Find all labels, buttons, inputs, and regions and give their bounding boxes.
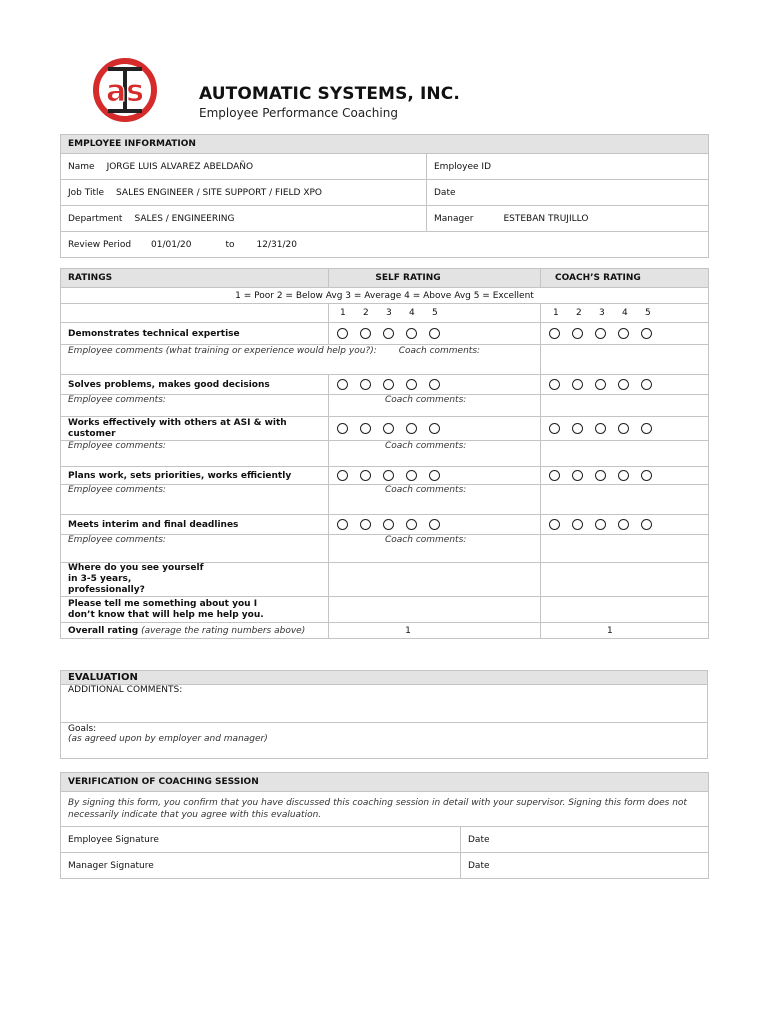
radio-option[interactable] xyxy=(618,470,629,481)
employee-comments-field[interactable]: Employee comments: xyxy=(61,485,329,515)
radio-option[interactable] xyxy=(406,423,417,434)
coach-scale-5: 5 xyxy=(645,308,651,318)
coach-rating-options[interactable] xyxy=(541,515,709,535)
radio-option[interactable] xyxy=(618,379,629,390)
ratings-title: RATINGS xyxy=(61,269,329,288)
radio-option[interactable] xyxy=(406,328,417,339)
radio-option[interactable] xyxy=(549,470,560,481)
company-logo-icon xyxy=(92,57,158,123)
overall-rating-label: Overall rating (average the rating numbers above) xyxy=(61,623,329,639)
coach-answer-about-you[interactable] xyxy=(541,597,709,623)
employee-info-title: EMPLOYEE INFORMATION xyxy=(61,135,709,154)
svg-text:as: as xyxy=(105,74,145,109)
radio-option[interactable] xyxy=(337,470,348,481)
overall-self-value[interactable]: 1 xyxy=(329,623,541,639)
coach-scale-1: 1 xyxy=(553,308,559,318)
coach-comments-field[interactable]: Coach comments: xyxy=(329,535,541,563)
self-rating-options[interactable] xyxy=(329,323,541,345)
radio-option[interactable] xyxy=(549,519,560,530)
radio-option[interactable] xyxy=(595,328,606,339)
radio-option[interactable] xyxy=(406,379,417,390)
coach-scale-2: 2 xyxy=(576,308,582,318)
radio-option[interactable] xyxy=(429,328,440,339)
coach-rating-options[interactable] xyxy=(541,467,709,485)
additional-comments-field[interactable]: ADDITIONAL COMMENTS: xyxy=(61,685,708,723)
radio-option[interactable] xyxy=(337,423,348,434)
self-rating-options[interactable] xyxy=(329,515,541,535)
form-subtitle: Employee Performance Coaching xyxy=(199,106,398,120)
coach-rating-options[interactable] xyxy=(541,417,709,441)
radio-option[interactable] xyxy=(572,519,583,530)
coach-rating-options[interactable] xyxy=(541,323,709,345)
name-field[interactable]: Name JORGE LUIS ALVAREZ ABELDAÑO xyxy=(61,154,427,180)
radio-option[interactable] xyxy=(429,379,440,390)
manager-signature-field[interactable]: Manager Signature xyxy=(61,853,461,879)
radio-option[interactable] xyxy=(595,519,606,530)
coach-answer-future[interactable] xyxy=(541,563,709,597)
employee-signature-field[interactable]: Employee Signature xyxy=(61,827,461,853)
coach-scale-4: 4 xyxy=(622,308,628,318)
radio-option[interactable] xyxy=(429,423,440,434)
review-period-field[interactable]: Review Period 01/01/20 to 12/31/20 xyxy=(61,232,709,258)
radio-option[interactable] xyxy=(572,423,583,434)
department-field[interactable]: Department SALES / ENGINEERING xyxy=(61,206,427,232)
employee-id-field[interactable]: Employee ID xyxy=(427,154,709,180)
radio-option[interactable] xyxy=(337,379,348,390)
verification-title: VERIFICATION OF COACHING SESSION xyxy=(61,773,709,792)
radio-option[interactable] xyxy=(572,379,583,390)
radio-option[interactable] xyxy=(406,470,417,481)
self-scale-4: 4 xyxy=(409,308,415,318)
radio-option[interactable] xyxy=(360,519,371,530)
coach-comments-field[interactable]: Coach comments: xyxy=(329,395,541,417)
employee-comments-field[interactable]: Employee comments: xyxy=(61,395,329,417)
radio-option[interactable] xyxy=(641,379,652,390)
radio-option[interactable] xyxy=(618,423,629,434)
question-about-you: Please tell me something about you I don’t know that will help me help you. xyxy=(61,597,329,623)
radio-option[interactable] xyxy=(618,328,629,339)
date-field[interactable]: Date xyxy=(427,180,709,206)
employee-signature-date-field[interactable]: Date xyxy=(461,827,709,853)
manager-field[interactable]: Manager ESTEBAN TRUJILLO xyxy=(427,206,709,232)
radio-option[interactable] xyxy=(549,328,560,339)
self-rating-title: SELF RATING xyxy=(329,269,541,288)
verification-disclaimer: By signing this form, you confirm that you have discussed this coaching session in detail with your supervisor. Signing this form does not necessarily indicate that you agree with this evaluation. xyxy=(61,792,709,827)
radio-option[interactable] xyxy=(641,423,652,434)
radio-option[interactable] xyxy=(383,519,394,530)
radio-option[interactable] xyxy=(383,379,394,390)
rating-item-label: Plans work, sets priorities, works efficiently xyxy=(61,467,329,485)
radio-option[interactable] xyxy=(595,470,606,481)
question-future: Where do you see yourself in 3-5 years, professionally? xyxy=(61,563,329,597)
radio-option[interactable] xyxy=(337,519,348,530)
verification-table xyxy=(60,772,709,879)
coach-rating-title: COACH’S RATING xyxy=(541,269,709,288)
employee-info-table xyxy=(60,134,709,258)
self-answer-about-you[interactable] xyxy=(329,597,541,623)
radio-option[interactable] xyxy=(572,470,583,481)
radio-option[interactable] xyxy=(383,470,394,481)
overall-coach-value[interactable]: 1 xyxy=(541,623,709,639)
self-answer-future[interactable] xyxy=(329,563,541,597)
radio-option[interactable] xyxy=(572,328,583,339)
radio-option[interactable] xyxy=(641,328,652,339)
radio-option[interactable] xyxy=(383,328,394,339)
radio-option[interactable] xyxy=(595,423,606,434)
radio-option[interactable] xyxy=(360,470,371,481)
radio-option[interactable] xyxy=(549,379,560,390)
radio-option[interactable] xyxy=(383,423,394,434)
rating-scale: 1 = Poor 2 = Below Avg 3 = Average 4 = Above Avg 5 = Excellent xyxy=(61,288,709,304)
radio-option[interactable] xyxy=(406,519,417,530)
self-rating-options[interactable] xyxy=(329,467,541,485)
radio-option[interactable] xyxy=(360,423,371,434)
coach-rating-options[interactable] xyxy=(541,375,709,395)
radio-option[interactable] xyxy=(549,423,560,434)
radio-option[interactable] xyxy=(360,379,371,390)
company-name: AUTOMATIC SYSTEMS, INC. xyxy=(199,84,460,104)
employee-comments-field[interactable]: Employee comments: xyxy=(61,441,329,467)
ratings-table xyxy=(60,268,709,639)
radio-option[interactable] xyxy=(429,519,440,530)
self-scale-5: 5 xyxy=(432,308,438,318)
coach-comments-field[interactable]: Coach comments: xyxy=(329,441,541,467)
manager-signature-date-field[interactable]: Date xyxy=(461,853,709,879)
goals-field[interactable]: Goals: (as agreed upon by employer and manager) xyxy=(61,723,708,759)
radio-option[interactable] xyxy=(360,328,371,339)
self-rating-options[interactable] xyxy=(329,375,541,395)
self-scale-2: 2 xyxy=(363,308,369,318)
rating-item-label: Meets interim and final deadlines xyxy=(61,515,329,535)
radio-option[interactable] xyxy=(337,328,348,339)
self-scale-1: 1 xyxy=(340,308,346,318)
radio-option[interactable] xyxy=(641,470,652,481)
coach-comments-field[interactable]: Coach comments: xyxy=(329,485,541,515)
radio-option[interactable] xyxy=(429,470,440,481)
employee-comments-field[interactable]: Employee comments: xyxy=(61,535,329,563)
rating-item-label: Solves problems, makes good decisions xyxy=(61,375,329,395)
evaluation-table xyxy=(60,670,708,759)
evaluation-title: EVALUATION xyxy=(61,671,708,685)
radio-option[interactable] xyxy=(618,519,629,530)
radio-option[interactable] xyxy=(595,379,606,390)
employee-comments-field[interactable]: Employee comments (what training or experience would help you?): Coach comments: xyxy=(61,345,541,375)
rating-item-label: Works effectively with others at ASI & with customer xyxy=(61,417,329,441)
job-title-field[interactable]: Job Title SALES ENGINEER / SITE SUPPORT / FIELD XPO xyxy=(61,180,427,206)
radio-option[interactable] xyxy=(641,519,652,530)
self-scale-3: 3 xyxy=(386,308,392,318)
self-rating-options[interactable] xyxy=(329,417,541,441)
coach-scale-3: 3 xyxy=(599,308,605,318)
rating-item-label: Demonstrates technical expertise xyxy=(61,323,329,345)
